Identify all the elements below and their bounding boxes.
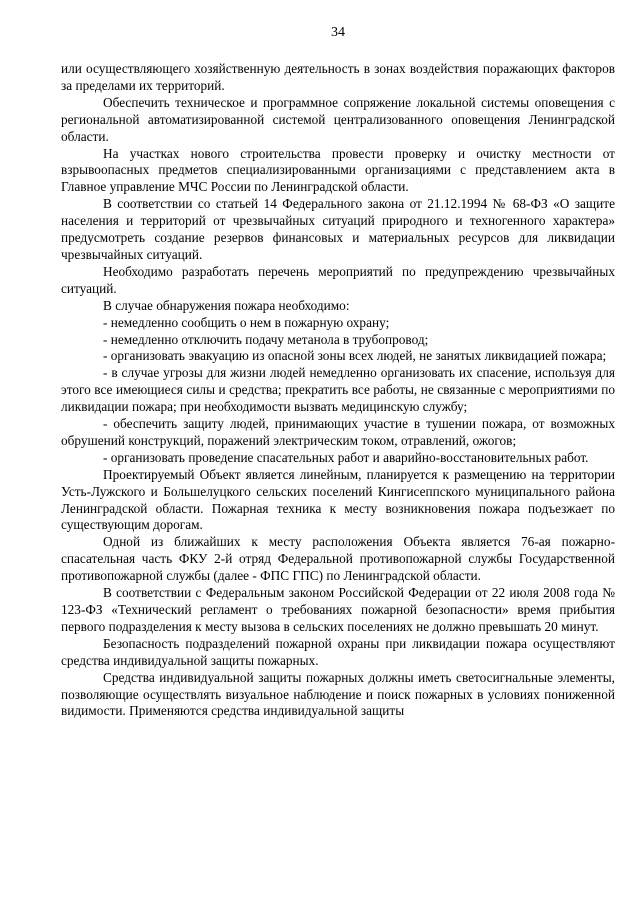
paragraph: Необходимо разработать перечень мероприятий по предупреждению чрезвычайных ситуаций. xyxy=(61,263,615,296)
list-item: - немедленно сообщить о нем в пожарную охрану; xyxy=(103,314,390,330)
list-item: - организовать эвакуацию из опасной зоны всех людей, не занятых ликвидацией пожара; xyxy=(103,348,607,364)
paragraph: Средства индивидуальной защиты пожарных должны иметь светосигнальные элементы, позволяющие осуществлять визуальное наблюдение и поиск пожарных в условиях пониженной видимости. Применяются средства индивидуальной защиты xyxy=(61,669,615,719)
paragraph: Обеспечить техническое и программное сопряжение локальной системы оповещения с региональной автоматизированной системой централизованного оповещения Ленинградской области. xyxy=(61,94,615,144)
paragraph: В случае обнаружения пожара необходимо: xyxy=(103,297,350,313)
paragraph: Одной из ближайших к месту расположения Объекта является 76-ая пожарно-спасательная часть ФКУ 2-й отряд Федеральной противопожарной службы Государственной противопожарной службы (далее - ФПС ГПС) по Ленинградской области. xyxy=(61,534,615,584)
paragraph: На участках нового строительства провести проверку и очистку местности от взрывоопасных предметов специализированными организациями с представлением акта в Главное управление МЧС России по Ленинградской области. xyxy=(61,145,615,195)
body-text xyxy=(61,61,615,720)
list-item: - немедленно отключить подачу метанола в трубопровод; xyxy=(103,331,429,347)
list-item: - обеспечить защиту людей, принимающих участие в тушении пожара, от возможных обрушений конструкций, поражений электрическим током, отравлений, ожогов; xyxy=(61,416,615,448)
paragraph: или осуществляющего хозяйственную деятельность в зонах воздействия поражающих факторов за пределами их территорий. xyxy=(61,61,615,93)
paragraph: Проектируемый Объект является линейным, планируется к размещению на территории Усть-Лужского и Большелуцкого сельских поселений Кингисеппского муниципального района Ленинградской области. Пожарная техника к месту возникновения пожара подъезжает по существующим дорогам. xyxy=(61,466,615,533)
list-item: - в случае угрозы для жизни людей немедленно организовать их спасение, используя для этого все имеющиеся силы и средства; прекратить все работы, не связанные с мероприятиями по ликвидации пожара; при необходимости вызвать медицинскую службу; xyxy=(61,365,615,415)
paragraph: В соответствии с Федеральным законом Российской Федерации от 22 июля 2008 года № 123-ФЗ «Технический регламент о требованиях пожарной безопасности» время прибытия первого подразделения к месту вызова в сельских поселениях не должно превышать 20 минут. xyxy=(61,585,615,634)
page-number: 34 xyxy=(331,25,345,40)
paragraph: В соответствии со статьей 14 Федерального закона от 21.12.1994 № 68-ФЗ «О защите населения и территорий от чрезвычайных ситуаций природного и техногенного характера» предусмотреть создание резервов финансовых и материальных ресурсов для ликвидации чрезвычайных ситуаций. xyxy=(61,196,615,262)
list-item: - организовать проведение спасательных работ и аварийно-восстановительных работ. xyxy=(103,449,589,465)
paragraph: Безопасность подразделений пожарной охраны при ликвидации пожара осуществляют средства индивидуальной защиты пожарных. xyxy=(61,635,615,668)
